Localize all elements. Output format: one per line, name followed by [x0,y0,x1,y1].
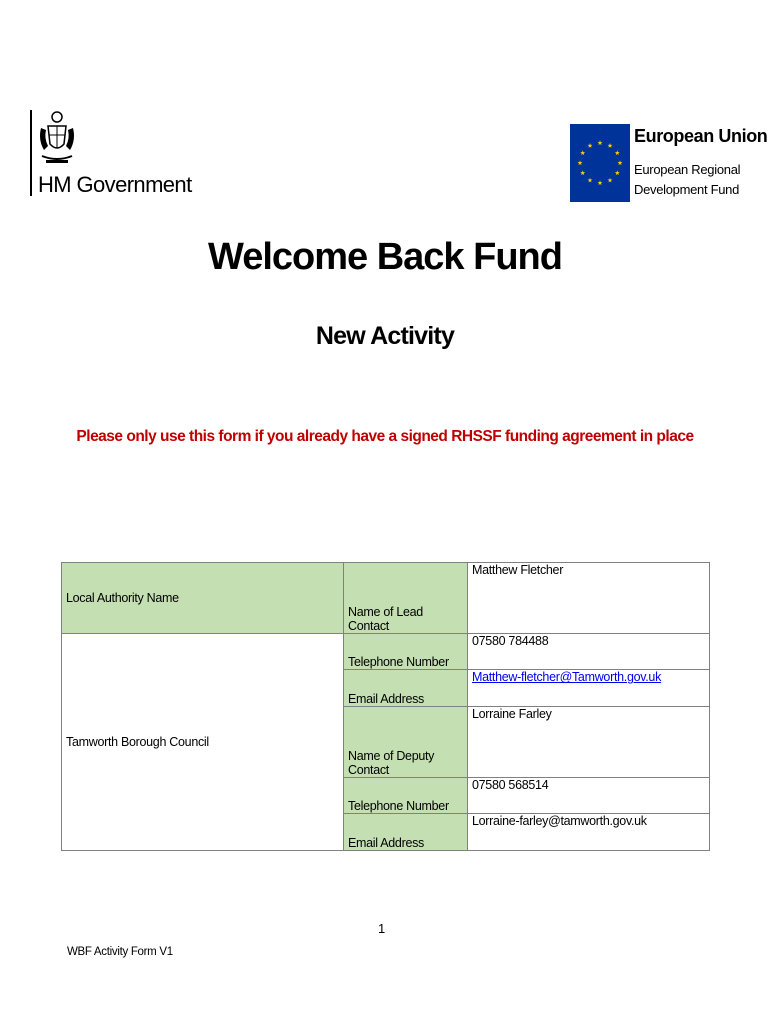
lead-email-cell [468,670,710,707]
warning-notice: Please only use this form if you already have a signed RHSSF funding agreement in place [76,428,694,445]
page-number: 1 [378,921,386,936]
lead-contact-value: Matthew Fletcher [468,563,710,634]
eu-subtitle-line2: Development Fund [634,182,740,197]
lead-telephone-label: Telephone Number [344,633,468,670]
deputy-telephone-value: 07580 568514 [468,777,710,814]
deputy-telephone-label: Telephone Number [344,777,468,814]
deputy-email-label: Email Address [344,814,468,851]
hm-government-logo [30,108,192,200]
table-row [62,563,710,634]
deputy-contact-label: Name of Deputy Contact [344,706,468,777]
eu-flag-icon [570,124,630,202]
eu-erdf-logo [570,124,768,204]
eu-title: European Union [634,126,768,146]
lead-telephone-value: 07580 784488 [468,633,710,670]
footer-form-version: WBF Activity Form V1 [67,946,173,958]
lead-contact-label: Name of Lead Contact [344,563,468,634]
hm-government-wordmark: HM Government [38,172,192,197]
page-title: Welcome Back Fund [208,236,562,278]
contact-details-table [61,562,710,851]
lead-email-label: Email Address [344,670,468,707]
local-authority-value: Tamworth Borough Council [62,633,344,850]
royal-coat-of-arms-icon [38,110,76,170]
page-subtitle: New Activity [315,322,455,350]
deputy-contact-value: Lorraine Farley [468,706,710,777]
eu-subtitle-line1: European Regional [634,162,741,177]
local-authority-label: Local Authority Name [62,563,344,634]
logo-divider [30,110,32,196]
lead-email-link[interactable]: Matthew-fletcher@Tamworth.gov.uk [472,670,662,685]
table-row [62,633,710,670]
deputy-email-value: Lorraine-farley@tamworth.gov.uk [468,814,710,851]
